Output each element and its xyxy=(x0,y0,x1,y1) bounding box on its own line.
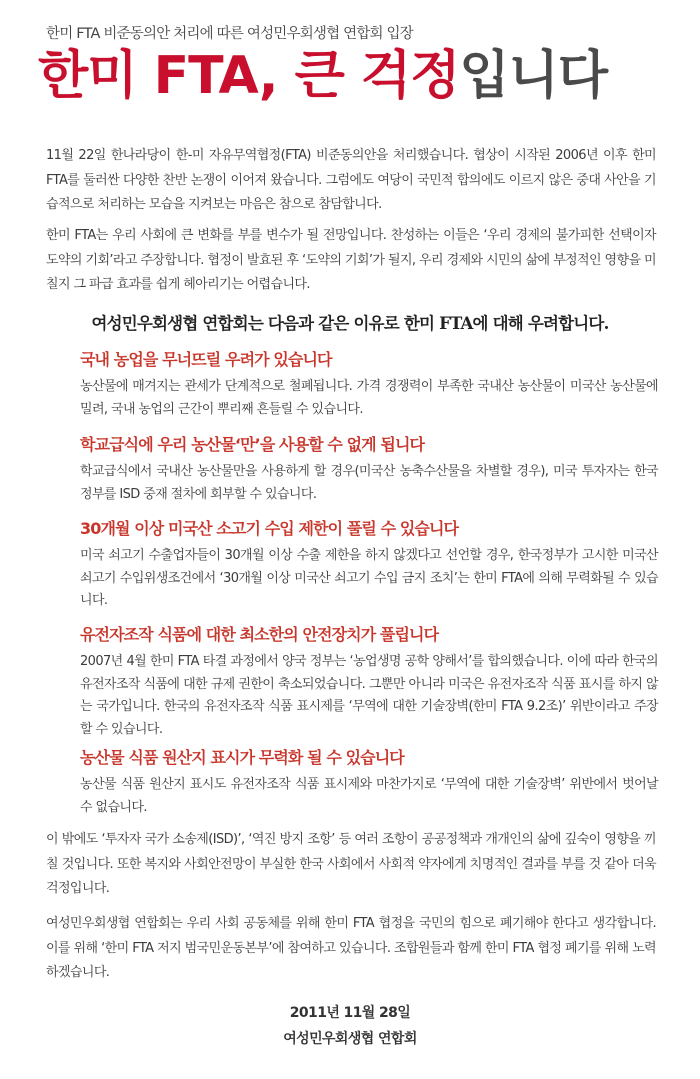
headline-gray-part: 입니다 xyxy=(459,46,608,106)
signature-org: 여성민우회생협 연합회 xyxy=(283,1031,417,1047)
closing-paragraph-2: 여성민우회생협 연합회는 우리 사회 공동체를 위해 한미 FTA 협정을 국민의 힘으로 폐기해야 한다고 생각합니다. 이를 위해 ‘한미 FTA 저지 범국민운동본부’에 참여하고 있습니다. 조합원들과 함께 한미 FTA 협정 폐기를 위해 노력하겠습니다. xyxy=(46,916,656,980)
reason-body: 미국 쇠고기 수출업자들이 30개월 이상 수출 제한을 하지 않겠다고 선언할 경우, 한국정부가 고시한 미국산 쇠고기 수입위생조건에서 ‘30개월 이상 미국산 쇠고기 수입 금지 조치’는 한미 FTA에 의해 무력화될 수 있습니다. xyxy=(80,548,658,608)
reason-body: 2007년 4월 한미 FTA 타결 과정에서 양국 정부는 ‘농업생명 공학 양해서’를 합의했습니다. 이에 따라 한국의 유전자조작 식품에 대한 규제 권한이 축소되었습니다. 그뿐만 아니라 미국은 유전자조작 식품 표시를 하지 않는 국가입니다. 한국의 유전자조작 식품 표시제를 ‘무역에 대한 기술장벽(한미 FTA 9.2조)’ 위반이라고 주장할 수 있습니다. xyxy=(80,654,658,737)
lead-statement: 여성민우회생협 연합회는 다음과 같은 이유로 한미 FTA에 대해 우려합니다. xyxy=(91,314,609,333)
signature-date: 2011년 11월 28일 xyxy=(289,1005,411,1021)
reason-item-4 xyxy=(80,623,658,741)
intro-paragraph-1: 11월 22일 한나라당이 한-미 자유무역협정(FTA) 비준동의안을 처리했습니다. 협상이 시작된 2006년 이후 한미 FTA를 둘러싼 다양한 찬반 논쟁이 이어져 왔습니다. 그럼에도 여당이 국민적 합의에도 이르지 않은 중대 사안을 기습적으로 처리하는 모습을 지켜보는 마음은 참으로 참담합니다. xyxy=(46,148,656,212)
reason-body: 농산물에 매겨지는 관세가 단계적으로 철폐됩니다. 가격 경쟁력이 부족한 국내산 농산물이 미국산 농산물에 밀려, 국내 농업의 근간이 뿌리째 흔들릴 수 있습니다. xyxy=(80,379,658,417)
reason-title: 학교급식에 우리 농산물‘만’을 사용할 수 없게 됩니다 xyxy=(80,435,425,454)
reason-title: 국내 농업을 무너뜨릴 우려가 있습니다 xyxy=(80,350,332,369)
reason-title: 30개월 이상 미국산 소고기 수입 제한이 풀릴 수 있습니다 xyxy=(80,519,459,538)
reason-item-5 xyxy=(80,746,658,819)
closing-paragraph-1: 이 밖에도 ‘투자자 국가 소송제(ISD)’, ‘역진 방지 조항’ 등 여러 조항이 공공정책과 개개인의 삶에 깊숙이 영향을 끼칠 것입니다. 또한 복지와 사회안전망이 부실한 한국 사회에서 사회적 약자에게 치명적인 결과를 부를 것 같아 더욱 걱정입니다. xyxy=(46,832,656,896)
reason-item-2 xyxy=(80,433,658,506)
intro-paragraph-2: 한미 FTA는 우리 사회에 큰 변화를 부를 변수가 될 전망입니다. 찬성하는 이들은 ‘우리 경제의 불가피한 선택이자 도약의 기회’라고 주장합니다. 협정이 발효된 후 ‘도약의 기회’가 될지, 우리 경제와 시민의 삶에 부정적인 영향을 미칠지 그 파급 효과를 쉽게 헤아리기는 어렵습니다. xyxy=(46,228,656,292)
reason-title: 농산물 식품 원산지 표시가 무력화 될 수 있습니다 xyxy=(80,748,404,767)
page-headline xyxy=(38,44,607,108)
reason-item-1 xyxy=(80,348,658,421)
reason-item-3 xyxy=(80,517,658,613)
page-subtitle: 한미 FTA 비준동의안 처리에 따른 여성민우회생협 연합회 입장 xyxy=(46,26,413,42)
reason-body: 농산물 식품 원산지 표시도 유전자조작 식품 표시제와 마찬가지로 ‘무역에 대한 기술장벽’ 위반에서 벗어날 수 없습니다. xyxy=(80,777,658,815)
reason-body: 학교급식에서 국내산 농산물만을 사용하게 할 경우(미국산 농축수산물을 차별할 경우), 미국 투자자는 한국 정부를 ISD 중재 절차에 회부할 수 있습니다. xyxy=(80,464,658,502)
reason-title: 유전자조작 식품에 대한 최소한의 안전장치가 풀립니다 xyxy=(80,625,439,644)
headline-red-part: 한미 FTA, 큰 걱정 xyxy=(38,46,460,106)
